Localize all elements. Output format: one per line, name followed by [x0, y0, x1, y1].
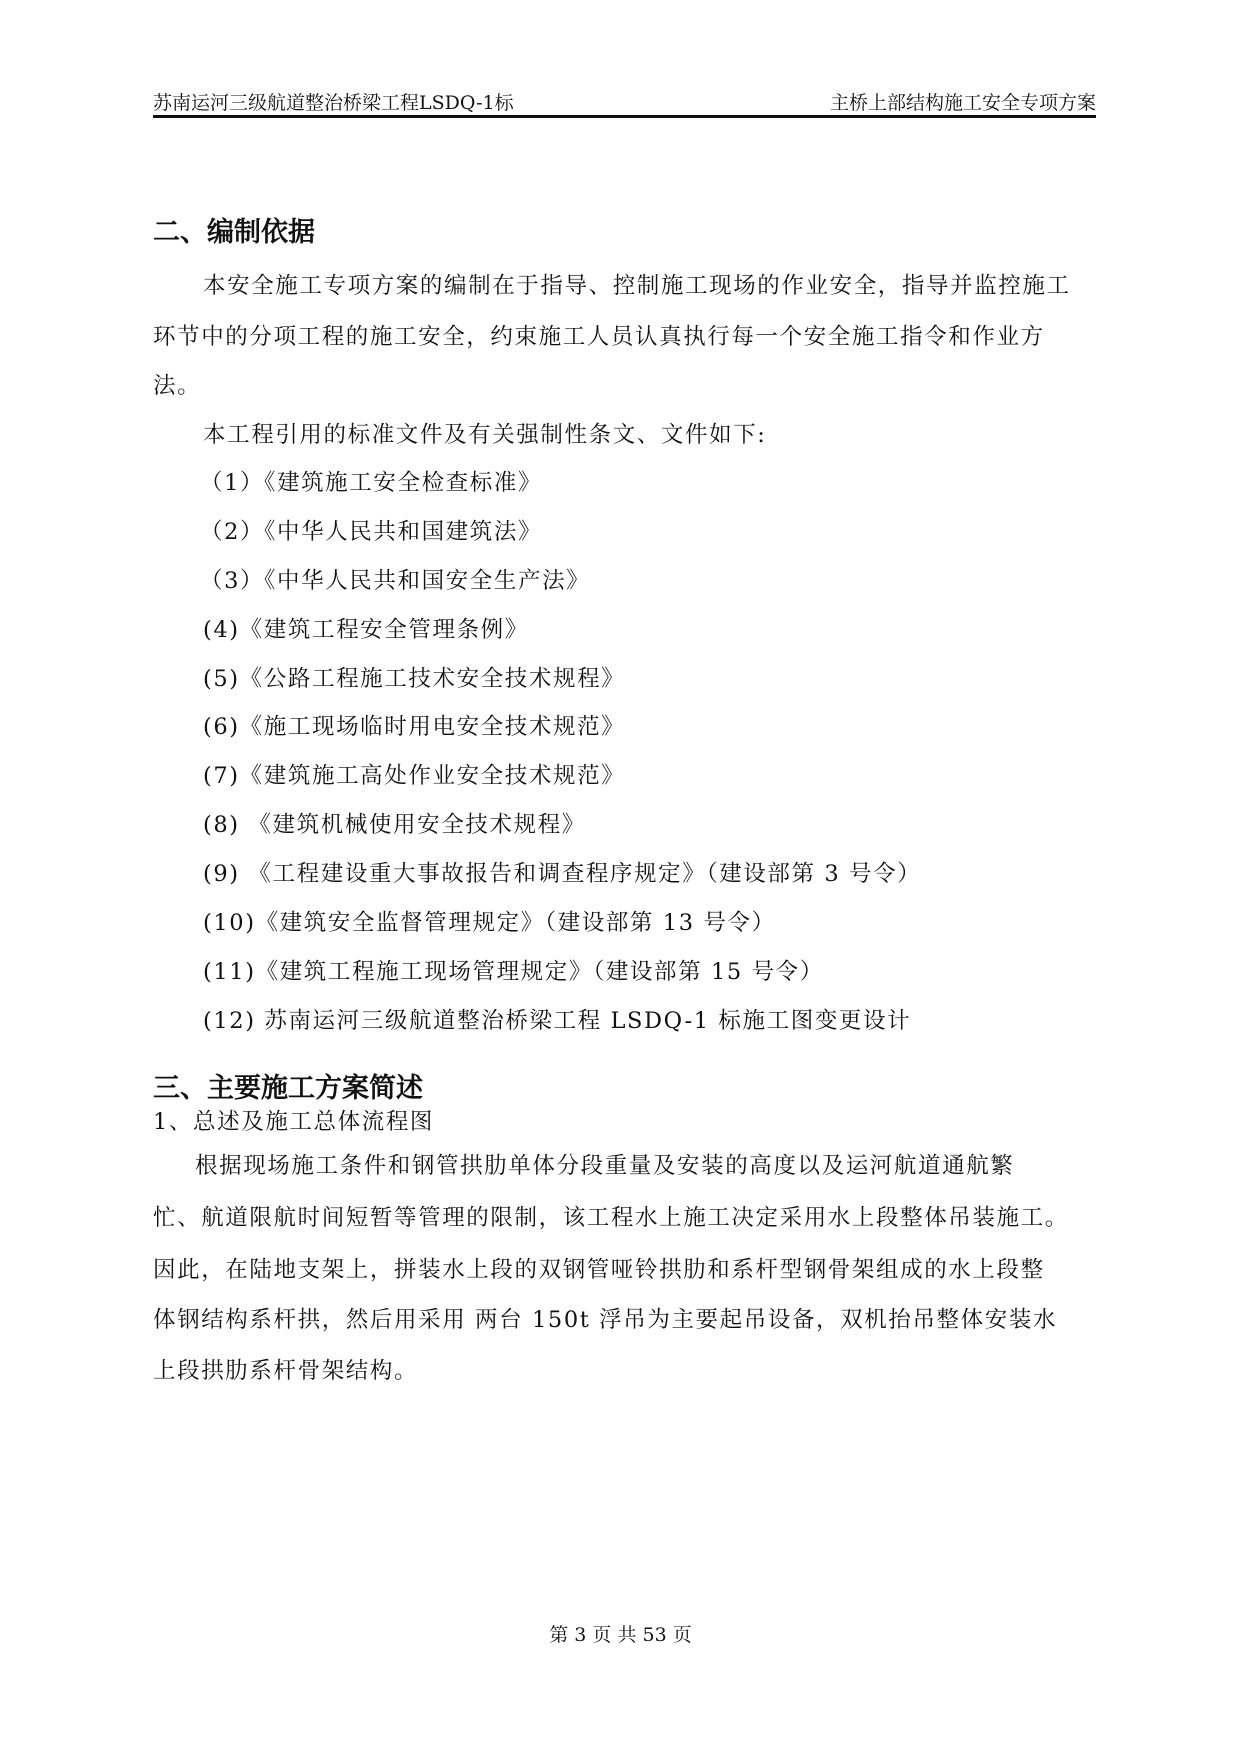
header-document-title: 主桥上部结构施工安全专项方案 — [829, 92, 1096, 114]
section-3-paragraph-line: 因此，在陆地支架上，拼装水上段的双钢管哑铃拱肋和系杆型钢骨架组成的水上段整 — [153, 1257, 1045, 1283]
section-2-paragraph-line: 法。 — [153, 373, 202, 399]
reference-item: （2）《中华人民共和国建筑法》 — [200, 519, 543, 545]
references-intro: 本工程引用的标准文件及有关强制性条文、文件如下: — [203, 422, 767, 448]
reference-item: (7)《建筑施工高处作业安全技术规范》 — [203, 763, 626, 789]
reference-item: (4)《建筑工程安全管理条例》 — [203, 617, 529, 643]
section-3-subheading: 1、总述及施工总体流程图 — [153, 1109, 435, 1135]
section-3-heading: 三、主要施工方案简述 — [153, 1073, 423, 1104]
reference-item: (11)《建筑工程施工现场管理规定》（建设部第 15 号令） — [203, 959, 824, 985]
reference-item: (10)《建筑安全监督管理规定》（建设部第 13 号令） — [203, 910, 776, 936]
header-rule — [153, 115, 1096, 118]
section-3-paragraph-line: 上段拱肋系杆骨架结构。 — [153, 1358, 419, 1384]
reference-item: （1）《建筑施工安全检查标准》 — [200, 470, 543, 496]
reference-item: (5)《公路工程施工技术安全技术规程》 — [203, 666, 626, 692]
section-2-paragraph-line: 环节中的分项工程的施工安全，约束施工人员认真执行每一个安全施工指令和作业方 — [153, 324, 1045, 350]
reference-item: (6)《施工现场临时用电安全技术规范》 — [203, 714, 626, 740]
reference-item: (9) 《工程建设重大事故报告和调查程序规定》（建设部第 3 号令） — [203, 861, 922, 887]
section-3-paragraph-line: 根据现场施工条件和钢管拱肋单体分段重量及安装的高度以及运河航道通航繁 — [195, 1153, 1015, 1179]
reference-item: （3）《中华人民共和国安全生产法》 — [200, 568, 591, 594]
header-project-title: 苏南运河三级航道整治桥梁工程LSDQ-1标 — [153, 92, 514, 114]
section-2-paragraph-line: 本安全施工专项方案的编制在于指导、控制施工现场的作业安全，指导并监控施工 — [203, 273, 1071, 299]
page-number: 第 3 页 共 53 页 — [549, 1624, 692, 1646]
section-2-heading: 二、编制依据 — [153, 217, 315, 248]
reference-item: (8) 《建筑机械使用安全技术规程》 — [203, 812, 586, 838]
section-3-paragraph-line: 忙、航道限航时间短暂等管理的限制，该工程水上施工决定采用水上段整体吊装施工。 — [153, 1205, 1069, 1231]
reference-item: (12) 苏南运河三级航道整治桥梁工程 LSDQ-1 标施工图变更设计 — [203, 1008, 912, 1034]
section-3-paragraph-line: 体钢结构系杆拱，然后用采用 两台 150t 浮吊为主要起吊设备，双机抬吊整体安装水 — [153, 1307, 1058, 1333]
